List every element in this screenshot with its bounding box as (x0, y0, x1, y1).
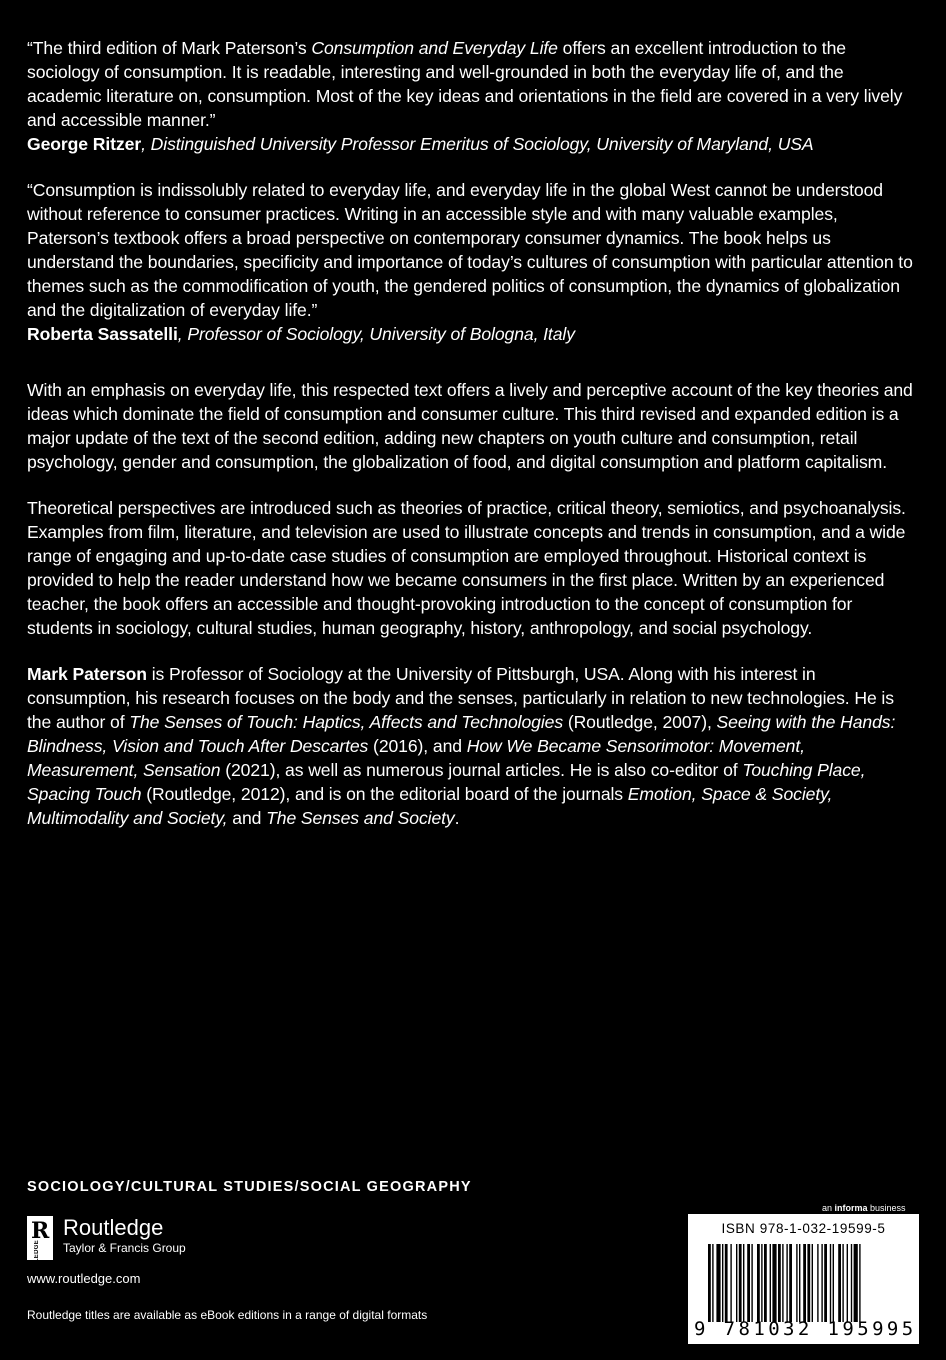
barcode-bar (722, 1244, 723, 1322)
barcode-bar (772, 1244, 776, 1322)
bio-text: (Routledge, 2007), (563, 712, 717, 732)
publisher-url[interactable]: www.routledge.com (27, 1271, 141, 1286)
barcode-bar (708, 1244, 711, 1322)
barcode-bar (751, 1244, 752, 1322)
barcode-bar (859, 1244, 860, 1322)
quote-text: “The third edition of Mark Paterson’s (27, 38, 312, 58)
logo-text (63, 1216, 186, 1256)
barcode-number: 9 781032 195995 (694, 1318, 917, 1340)
informa-text: business (867, 1203, 906, 1213)
book-title: Seeing with the Hands: Blindness, Vision and Touch After Descartes (27, 712, 896, 756)
barcode-bar (743, 1244, 744, 1322)
barcode-bar (730, 1244, 731, 1322)
quote-author: George Ritzer (27, 134, 142, 154)
description-paragraph: Theoretical perspectives are introduced such as theories of practice, critical theory, semiotics, and psychoanalysis. Examples from film, literature, and television are used to illustrate concepts and trends in consumption, and a wide range of engaging and up-to-date case studies of consumption are employed throughout. Historical context is provided to help the reader understand how we became consumers in the first place. Written by an experienced teacher, the book offers an accessible and thought-provoking introduction to the concept of consumption for students in sociology, cultural studies, human geography, history, anthropology, and social psychology. (27, 498, 906, 638)
barcode-bar (838, 1244, 841, 1322)
barcode-bar (716, 1244, 720, 1322)
barcode-bar (799, 1244, 800, 1322)
barcode-icon (708, 1244, 908, 1322)
barcode-bar (817, 1244, 818, 1322)
barcode-bar (782, 1244, 783, 1322)
bio-text: (2021), as well as numerous journal articles. He is also co-editor of (220, 760, 743, 780)
logo-vertical-text: ROUTLEDGE (34, 1240, 40, 1281)
barcode-bar (736, 1244, 737, 1322)
barcode-bar (833, 1244, 834, 1322)
barcode-bar (807, 1244, 810, 1322)
bio-text: (Routledge, 2012), and is on the editorial board of the journals (141, 784, 628, 804)
barcode-bar (761, 1244, 762, 1322)
barcode-bar (824, 1244, 827, 1322)
author-name: Mark Paterson (27, 664, 147, 684)
barcode-bar (830, 1244, 831, 1322)
description-paragraph: With an emphasis on everyday life, this respected text offers a lively and perceptive account of the key theories and ideas which dominate the field of consumption and consumer culture. This third revised and expanded edition is a major update of the text of the second edition, adding new chapters on youth culture and consumption, retail psychology, gender and consumption, the globalization of food, and digital consumption and platform capitalism. (27, 380, 913, 472)
book-title: Consumption and Everyday Life (311, 38, 558, 58)
bio-text: is Professor of Sociology at the University of Pittsburgh, USA. Along with his interest in consumption, his research focuses on the body and the senses, particularly in relation to new technologies. He is the author of (27, 664, 894, 732)
journal-title: The Senses and Society (266, 808, 455, 828)
informa-text: an (822, 1203, 835, 1213)
barcode-bar (821, 1244, 822, 1322)
bio-text: . (454, 808, 460, 828)
quote-sassatelli: “Consumption is indissolubly related to everyday life, and everyday life in the global West cannot be understood without reference to consumer practices. Writing in an accessible style and with many valuable examples, Paterson’s textbook offers a broad perspective on contemporary consumer dynamics. The book helps us understand the boundaries, specificity and importance of today’s cultures of consumption with particular attention to themes such as the commodification of youth, the gendered politics of consumption, the dynamics of globalization and the digitalization of everyday life.” (27, 180, 913, 320)
quote-ritzer (27, 36, 913, 132)
barcode-panel (688, 1214, 919, 1344)
barcode-bar (786, 1244, 787, 1322)
barcode-bar (803, 1244, 806, 1322)
barcode-bar (847, 1244, 848, 1322)
barcode-bar (854, 1244, 858, 1322)
ebook-note: Routledge titles are available as eBook editions in a range of digital formats (27, 1308, 428, 1322)
subject-category: SOCIOLOGY/CULTURAL STUDIES/SOCIAL GEOGRAPHY (27, 1179, 472, 1195)
barcode-bar (851, 1244, 852, 1322)
informa-tagline (822, 1203, 906, 1213)
barcode-bar (842, 1244, 843, 1322)
bio-text: (2016), and (368, 736, 467, 756)
informa-brand: informa (834, 1203, 868, 1213)
barcode-bar (764, 1244, 767, 1322)
barcode-bar (812, 1244, 813, 1322)
barcode-bar (757, 1244, 760, 1322)
barcode-bar (725, 1244, 728, 1322)
barcode-bar (770, 1244, 771, 1322)
barcode-bar (739, 1244, 742, 1322)
quote-affiliation: , Professor of Sociology, University of Bologna, Italy (177, 324, 575, 344)
quote-text: offers an excellent introduction to the sociology of consumption. It is readable, interesting and well-grounded in both the everyday life of, and the academic literature on, consumption. Most of the key ideas and orientations in the field are covered in a very lively and accessible manner.” (27, 38, 903, 130)
book-title: Touching Place, Spacing Touch (27, 760, 866, 804)
quote-affiliation: , Distinguished University Professor Emeritus of Sociology, University of Maryland, USA (141, 134, 814, 154)
routledge-logo-icon: R ROUTLEDGE (27, 1216, 53, 1260)
barcode-bar (796, 1244, 797, 1322)
isbn: ISBN 978-1-032-19599-5 (721, 1221, 886, 1236)
quote-attribution (27, 322, 913, 346)
barcode-bar (789, 1244, 792, 1322)
quote-author: Roberta Sassatelli (27, 324, 178, 344)
barcode-bar (778, 1244, 781, 1322)
quote-attribution (27, 132, 913, 156)
book-title: How We Became Sensorimotor: Movement, Measurement, Sensation (27, 736, 805, 780)
barcode-bar (712, 1244, 713, 1322)
publisher-group: Taylor & Francis Group (63, 1241, 186, 1255)
publisher-name: Routledge (63, 1215, 164, 1240)
journal-titles: Emotion, Space & Society, Multimodality and Society, (27, 784, 833, 828)
back-cover-text (27, 36, 913, 830)
author-bio (27, 662, 913, 830)
barcode-bar (747, 1244, 750, 1322)
book-title: The Senses of Touch: Haptics, Affects and Technologies (129, 712, 564, 732)
bio-text: and (227, 808, 267, 828)
